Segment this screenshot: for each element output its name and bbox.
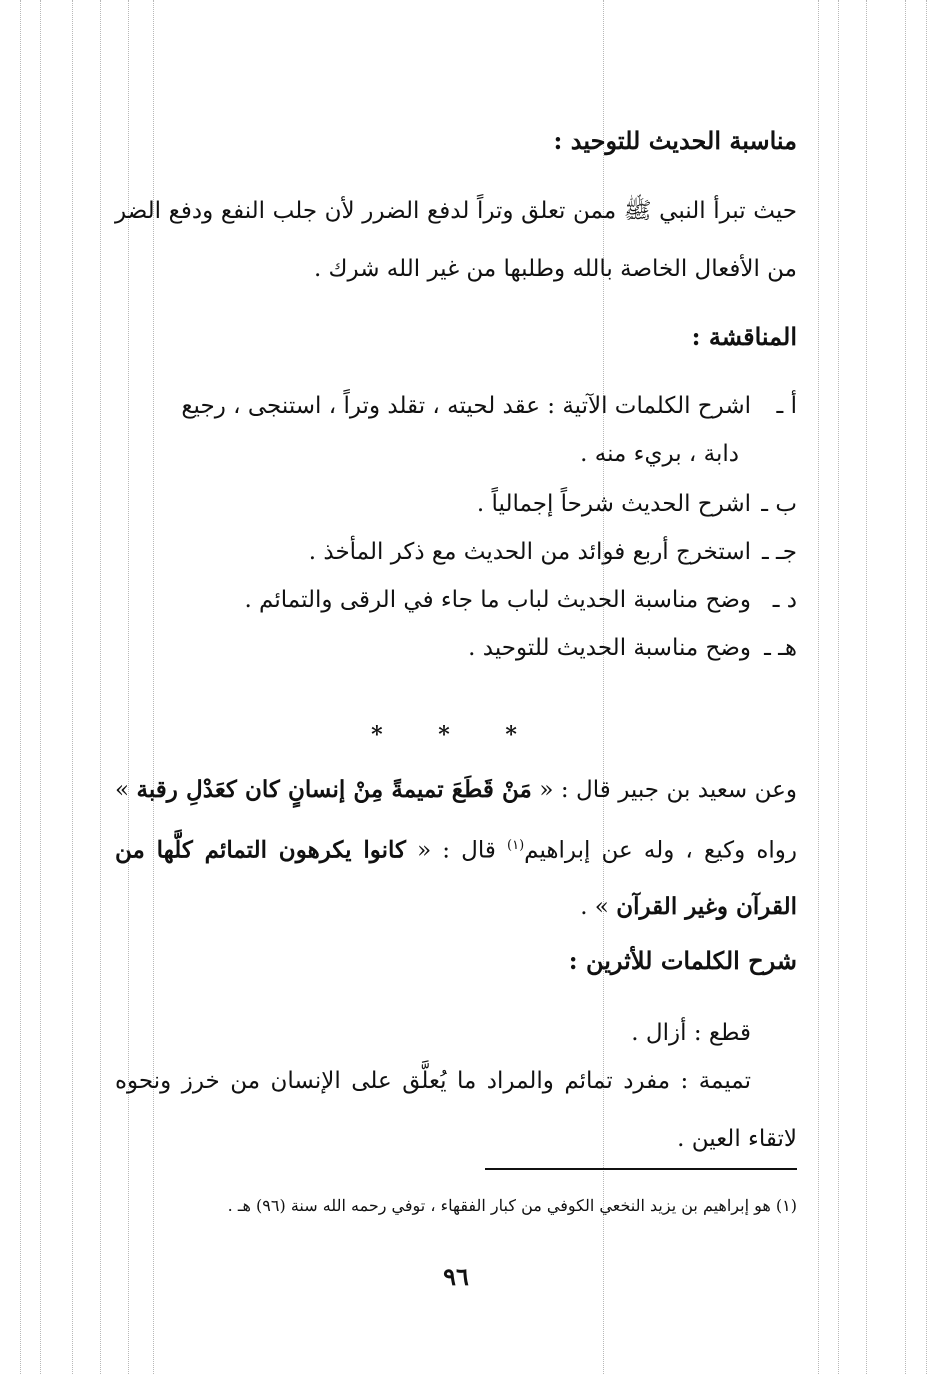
tawhid-paragraph: حيث تبرأ النبي ﷺ ممن تعلق وتراً لدفع الضرر لأن جلب النفع ودفع الضر من الأفعال الخاصة بالله وطلبها من غير الله شرك . — [115, 198, 797, 282]
scan-artifact-line — [72, 0, 73, 1374]
scan-artifact-line — [905, 0, 906, 1374]
question-c — [115, 528, 797, 576]
question-text: وضح مناسبة الحديث للتوحيد . — [468, 635, 751, 661]
scan-artifact-line — [866, 0, 867, 1374]
question-e — [115, 624, 797, 672]
scan-artifact-line — [818, 0, 819, 1374]
question-b — [115, 480, 797, 528]
scan-artifact-line — [20, 0, 21, 1374]
section-title-words: شرح الكلمات للأثرين : — [568, 946, 797, 975]
question-letter: ب ـ — [761, 491, 797, 517]
question-a — [115, 382, 797, 478]
question-d — [115, 576, 797, 624]
section-separator: * * * — [371, 722, 541, 748]
scan-artifact-line — [926, 0, 927, 1374]
page-number: ٩٦ — [443, 1262, 469, 1291]
athar-quote-2: كانوا يكرهون التمائم كلَّها من القرآن وغير القرآن — [115, 836, 797, 920]
question-letter: هـ ـ — [764, 635, 797, 661]
athar-paragraph — [115, 762, 797, 935]
athar-end: » . — [580, 893, 609, 920]
section-title-tawhid: مناسبة الحديث للتوحيد : — [553, 126, 797, 155]
scan-artifact-line — [40, 0, 41, 1374]
footnote-divider — [485, 1168, 797, 1170]
scan-artifact-line — [838, 0, 839, 1374]
question-letter: د ـ — [772, 587, 797, 613]
question-text: اشرح الحديث شرحاً إجمالياً . — [476, 491, 751, 517]
footnote: (١) هو إبراهيم بن يزيد النخعي الكوفي من كبار الفقهاء ، توفي رحمه الله سنة (٩٦) هـ . — [227, 1196, 797, 1215]
section-title-discussion: المناقشة : — [691, 322, 797, 351]
question-text: وضح مناسبة الحديث لباب ما جاء في الرقى والتمائم . — [244, 587, 751, 613]
question-text-continued: دابة ، بريء منه . — [580, 441, 739, 467]
question-letter: جـ ـ — [761, 539, 797, 565]
athar-intro: وعن سعيد بن جبير قال : « — [539, 777, 797, 803]
athar-mid-2: قال : « — [417, 837, 496, 864]
question-letter: أ ـ — [776, 393, 797, 419]
scan-artifact-line — [100, 0, 101, 1374]
question-text: استخرج أربع فوائد من الحديث مع ذكر المأخذ . — [308, 539, 751, 565]
footnote-ref: (١) — [507, 838, 525, 853]
definition-tamima: تميمة : مفرد تمائم والمراد ما يُعلَّق على الإنسان من خرز ونحوه لاتقاء العين . — [115, 1068, 797, 1152]
athar-quote-1: مَنْ قَطَعَ تميمةً مِنْ إنسانٍ كان كعَدْلِ رقبة — [136, 776, 532, 803]
athar-mid: » رواه وكيع ، وله عن إبراهيم — [115, 777, 797, 864]
question-text: اشرح الكلمات الآتية : عقد لحيته ، تقلد وتراً ، استنجى ، رجيع — [181, 393, 751, 419]
definition-qata: قطع : أزال . — [631, 1020, 751, 1046]
